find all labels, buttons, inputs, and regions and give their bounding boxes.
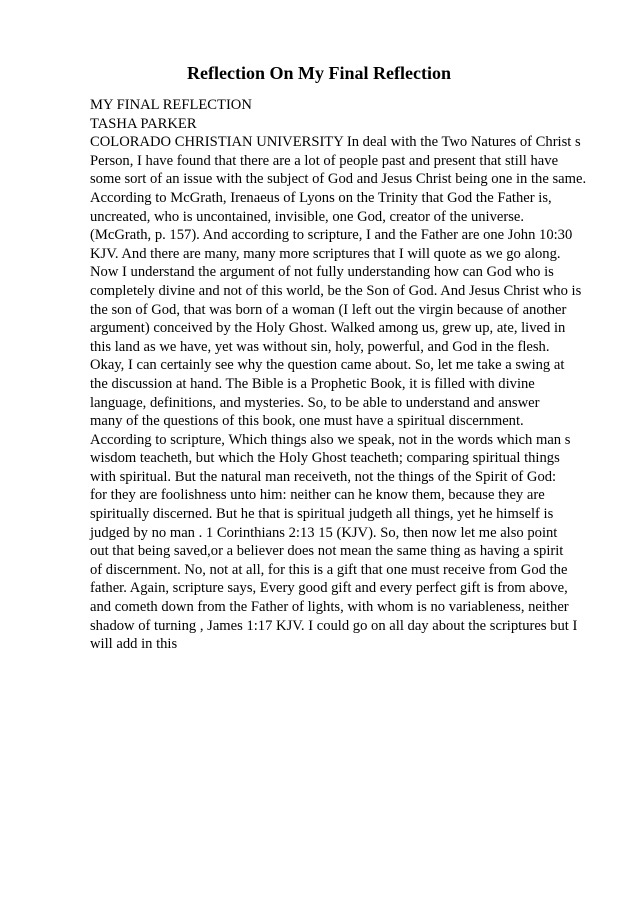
body-line: wisdom teacheth, but which the Holy Ghost teacheth; comparing spiritual things [90, 450, 560, 467]
body-line: (McGrath, p. 157). And according to scripture, I and the Father are one John 10:30 [90, 227, 573, 244]
body-line: COLORADO CHRISTIAN UNIVERSITY In deal with the Two Natures of Christ s [90, 134, 581, 151]
body-line: completely divine and not of this world, be the Son of God. And Jesus Christ who is [90, 282, 582, 299]
body-line: the son of God, that was born of a woman (I left out the virgin because of another [90, 301, 567, 318]
body-line: and cometh down from the Father of lights, with whom is no variableness, neither [90, 599, 569, 616]
body-line: some sort of an issue with the subject of God and Jesus Christ being one in the same. [90, 171, 587, 188]
body-line: shadow of turning , James 1:17 KJV. I could go on all day about the scriptures but I [90, 617, 578, 634]
body-line: According to McGrath, Irenaeus of Lyons on the Trinity that God the Father is, [90, 189, 552, 206]
body-line: this land as we have, yet was without sin, holy, powerful, and God in the flesh. [90, 338, 550, 355]
document-title: Reflection On My Final Reflection [187, 63, 451, 83]
body-line: judged by no man . 1 Corinthians 2:13 15 (KJV). So, then now let me also point [90, 524, 558, 541]
body-line: uncreated, who is uncontained, invisible, one God, creator of the universe. [90, 208, 525, 225]
body-line: out that being saved,or a believer does not mean the same thing as having a spirit [90, 543, 564, 560]
body-line: father. Again, scripture says, Every good gift and every perfect gift is from above, [90, 580, 568, 597]
body-line: with spiritual. But the natural man receiveth, not the things of the Spirit of God: [90, 468, 557, 485]
body-line: language, definitions, and mysteries. So, to be able to understand and answer [90, 394, 540, 411]
body-line: Person, I have found that there are a lot of people past and present that still have [90, 152, 559, 169]
body-line: spiritually discerned. But he that is spiritual judgeth all things, yet he himself is [90, 506, 554, 523]
body-line: KJV. And there are many, many more scriptures that I will quote as we go along. [90, 245, 561, 262]
body-line: TASHA PARKER [90, 115, 197, 132]
body-line: According to scripture, Which things also we speak, not in the words which man s [90, 431, 571, 448]
body-line: will add in this [90, 636, 178, 653]
body-line: Okay, I can certainly see why the question came about. So, let me take a swing at [90, 357, 565, 374]
body-line: argument) conceived by the Holy Ghost. Walked among us, grew up, ate, lived in [90, 320, 566, 337]
body-line: the discussion at hand. The Bible is a Prophetic Book, it is filled with divine [90, 375, 535, 392]
body-line: of discernment. No, not at all, for this is a gift that one must receive from God the [90, 561, 568, 578]
body-line: MY FINAL REFLECTION [90, 97, 252, 113]
document-body [90, 96, 590, 654]
body-line: many of the questions of this book, one must have a spiritual discernment. [90, 413, 524, 430]
body-line: Now I understand the argument of not fully understanding how can God who is [90, 264, 554, 281]
body-line: for they are foolishness unto him: neither can he know them, because they are [90, 487, 545, 504]
